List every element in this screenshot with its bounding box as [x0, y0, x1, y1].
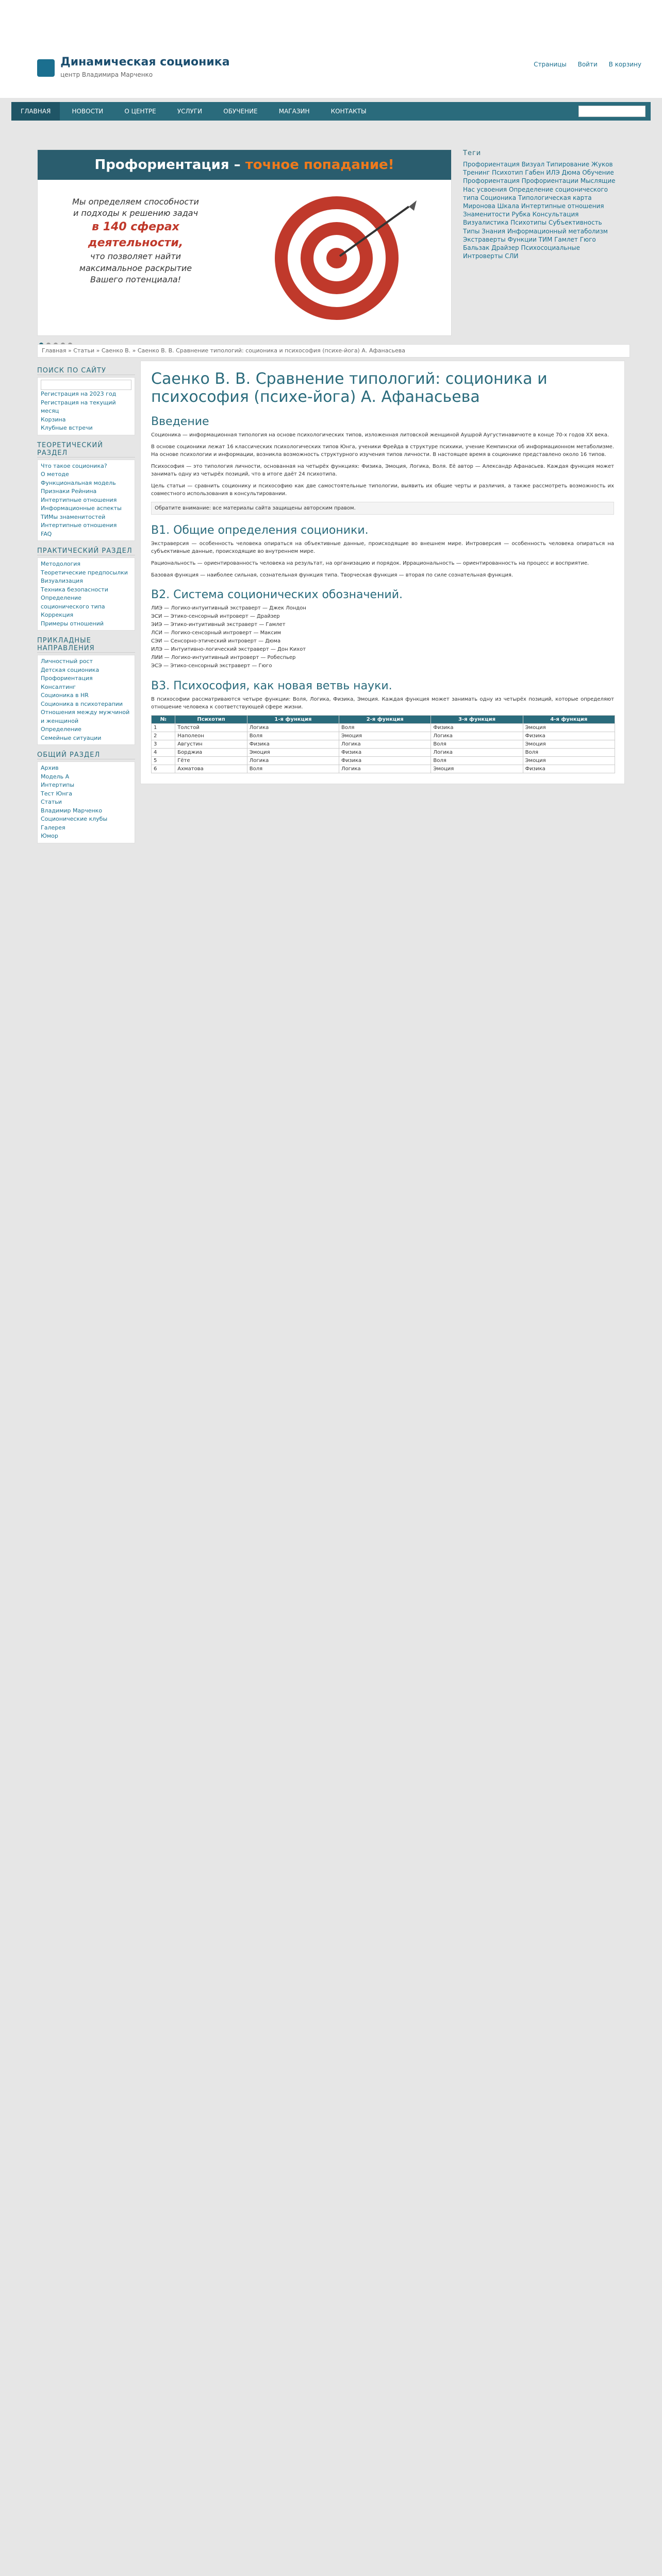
sidebar-link[interactable]: Интертипные отношения — [41, 496, 117, 503]
top-links — [524, 61, 641, 68]
table-row — [152, 724, 615, 732]
breadcrumb[interactable]: Главная » Статьи » Саенко В. » Саенко В. В. Сравнение типологий: соционика и психософия (психе-йога) А. Афанасьева — [37, 344, 630, 358]
sidebar-link[interactable]: Владимир Марченко — [41, 807, 103, 814]
tags-heading: Теги — [463, 149, 482, 157]
sidebar-practice-heading: ПРАКТИЧЕСКИЙ РАЗДЕЛ — [37, 547, 135, 555]
nav-search-input[interactable] — [578, 106, 646, 117]
sidebar-link[interactable]: О методе — [41, 471, 69, 478]
article-paragraph: Базовая функция — наиболее сильная, сознательная функция типа. Творческая функция — вторая по силе сознательная функция. — [151, 572, 514, 578]
sidebar-link[interactable]: ТИМы знаменитостей — [41, 513, 106, 520]
logo-icon — [37, 59, 55, 77]
sidebar-search-box — [37, 377, 135, 435]
sidebar-link[interactable]: Личностный рост — [41, 658, 93, 665]
table-cell: 2 — [152, 732, 175, 740]
table-cell: Эмоция — [523, 724, 615, 732]
table-cell: Логика — [431, 749, 523, 757]
table-cell: Физика — [523, 765, 615, 773]
sidebar-link[interactable]: Определение соционического типа — [41, 595, 105, 610]
type-code: ЛИЭ — Логико-интуитивный экстраверт — Джек Лондон — [151, 605, 306, 611]
table-cell: Физика — [339, 749, 431, 757]
table-header: Психотип — [175, 716, 247, 724]
top-link-login[interactable]: Войти — [577, 61, 598, 68]
hero-line2: и подходы к решению задач — [73, 208, 198, 218]
top-link-pages[interactable]: Страницы — [534, 61, 567, 68]
sidebar-theory-box — [37, 460, 135, 541]
sidebar-link[interactable]: Примеры отношений — [41, 620, 104, 627]
table-cell: Физика — [247, 740, 339, 749]
sidebar-link[interactable]: Статьи — [41, 799, 62, 805]
sidebar-link[interactable]: Детская соционика — [41, 666, 100, 673]
type-code: ЭСИ — Этико-сенсорный интроверт — Драйзер — [151, 614, 280, 619]
hero-line1: Мы определяем способности — [72, 197, 199, 207]
header — [0, 0, 662, 98]
hero-line4: максимальное раскрытие — [79, 263, 192, 273]
table-cell: 3 — [152, 740, 175, 749]
table-cell: Физика — [431, 724, 523, 732]
type-code: ИЛЭ — Интуитивно-логический экстраверт — Дон Кихот — [151, 647, 306, 652]
sidebar — [37, 361, 135, 843]
table-cell: Логика — [339, 740, 431, 749]
table-cell: Толстой — [175, 724, 247, 732]
site-title: Динамическая соционика центр Владимира Марченко — [60, 56, 230, 78]
article-paragraph: Рациональность — ориентированность человека на результат, на организацию и порядок. Иррациональность — ориентированность на процесс и восприятие. — [151, 561, 589, 566]
table-row — [152, 732, 615, 740]
sidebar-applied-heading: ПРИКЛАДНЫЕ НАПРАВЛЕНИЯ — [37, 637, 135, 653]
table-cell: Воля — [247, 732, 339, 740]
table-header: 1-я функция — [247, 716, 339, 724]
table-cell: Эмоция — [339, 732, 431, 740]
sidebar-link[interactable]: Функциональная модель — [41, 479, 116, 486]
tags-text[interactable]: Профориентация Визуал Типирование Жуков Тренинг Психотип Габен ИЛЭ Дюма Обучение Профориентация Профориентации Мыслящие Нас усвоения Определение соционического типа Соционика Типологическая карта Миронова Шкала Интертипные отношения Знаменитости Рубка Консультация Визуалистика Психотипы Субъективность Типы Знания Информационный метаболизм Экстраверты Функции ТИМ Гамлет Гюго Бальзак Драйзер Психосоциальные Интроверты СЛИ — [463, 161, 616, 260]
type-code: ЭИЭ — Этико-интуитивный экстраверт — Гамлет — [151, 622, 286, 628]
table-cell: 4 — [152, 749, 175, 757]
wrap — [11, 102, 651, 121]
sidebar-link[interactable]: Что такое соционика? — [41, 462, 107, 469]
sidebar-link[interactable]: Юмор — [41, 833, 58, 839]
sidebar-link[interactable]: Признаки Рейнина — [41, 488, 97, 495]
nav-education[interactable]: ОБУЧЕНИЕ — [223, 108, 258, 115]
type-code: ЛСИ — Логико-сенсорный интроверт — Максим — [151, 630, 282, 636]
sidebar-link[interactable]: Соционические клубы — [41, 816, 108, 822]
site-logo[interactable] — [37, 57, 230, 79]
psychosophy-table — [151, 715, 615, 773]
article-paragraph: Экстраверсия — особенность человека опираться на объективные данные, происходящие во внешнем мире. Интроверсия — особенность человека опираться на субъективные данные, происходящие во внутреннем мире. — [151, 541, 614, 554]
article-title: Саенко В. В. Сравнение типологий: соционика и психософия (психе-йога) А. Афанасьева — [151, 370, 548, 406]
table-cell: Ахматова — [175, 765, 247, 773]
article-paragraph: В психософии рассматриваются четыре функции: Воля, Логика, Физика, Эмоция. Каждая функция может занимать одну из четырёх позиций, которые определяют отношение человека к соответствующей сфере жизни. — [151, 697, 614, 710]
hero-line5: Вашего потенциала! — [90, 275, 181, 285]
nav-news[interactable]: НОВОСТИ — [72, 108, 104, 115]
table-row — [152, 757, 615, 765]
sidebar-link[interactable]: Соционика в HR — [41, 692, 89, 699]
table-cell: Эмоция — [523, 757, 615, 765]
nav-shop[interactable]: МАГАЗИН — [278, 108, 310, 115]
table-cell: Августин — [175, 740, 247, 749]
table-cell: Гёте — [175, 757, 247, 765]
table-cell: Наполеон — [175, 732, 247, 740]
main-nav — [11, 102, 651, 121]
table-header-row — [152, 716, 615, 724]
section1-heading: В1. Общие определения соционики. — [151, 524, 369, 537]
type-code: СЭИ — Сенсорно-этический интроверт — Дюма — [151, 638, 281, 644]
sidebar-link[interactable]: Архив — [41, 765, 59, 771]
type-code: ЛИИ — Логико-интуитивный интроверт — Робеспьер — [151, 655, 296, 660]
table-cell: 1 — [152, 724, 175, 732]
sidebar-link[interactable]: Методология — [41, 561, 81, 567]
sidebar-link[interactable]: Техника безопасности — [41, 586, 108, 593]
nav-home[interactable]: ГЛАВНАЯ — [11, 102, 60, 121]
table-row — [152, 749, 615, 757]
sidebar-link[interactable]: Интертипные отношения — [41, 522, 117, 529]
table-cell: Воля — [431, 740, 523, 749]
type-codes-list — [151, 604, 614, 670]
table-cell: Воля — [247, 765, 339, 773]
article — [140, 361, 625, 784]
table-cell: Эмоция — [247, 749, 339, 757]
table-row — [152, 740, 615, 749]
section2-heading: В2. Система соционических обозначений. — [151, 588, 403, 601]
sidebar-link[interactable]: Семейные ситуации — [41, 734, 102, 741]
hero-big: в 140 сферах деятельности, — [88, 220, 184, 249]
hero-line3: что позволяет найти — [90, 251, 181, 262]
table-cell: Воля — [431, 757, 523, 765]
article-paragraph: В основе соционики лежат 16 классических психологических типов Юнга, ученики Фрейда в структуре психики, учение Кемпински об информационном метаболизме. На основе психологии и информации, возникла возможность структурного изучения типов личности. В настоящее время в соционике представлено около 16 типов. — [151, 444, 614, 457]
sidebar-link[interactable]: Коррекция — [41, 612, 74, 618]
table-cell: Борджиа — [175, 749, 247, 757]
sidebar-link[interactable]: Регистрация на текущий месяц — [41, 399, 116, 414]
sidebar-link[interactable]: Определение — [41, 726, 81, 733]
table-cell: Физика — [523, 732, 615, 740]
sidebar-link[interactable]: FAQ — [41, 530, 52, 537]
table-cell: 6 — [152, 765, 175, 773]
type-code: ЭСЭ — Этико-сенсорный экстраверт — Гюго — [151, 663, 272, 669]
sidebar-link[interactable]: Клубные встречи — [41, 425, 93, 431]
sidebar-link[interactable]: Теоретические предпосылки — [41, 569, 128, 576]
sidebar-link[interactable]: Отношения между мужчиной и женщиной — [41, 709, 130, 724]
sidebar-link[interactable]: Профориентация — [41, 675, 93, 682]
sidebar-misc-heading: ОБЩИЙ РАЗДЕЛ — [37, 751, 135, 759]
sidebar-practice-box — [37, 557, 135, 631]
sidebar-misc-box — [37, 761, 135, 843]
sidebar-link[interactable]: Информационные аспекты — [41, 505, 122, 512]
sidebar-link[interactable]: Регистрация на 2023 год — [41, 391, 117, 397]
table-cell: Логика — [339, 765, 431, 773]
table-header: 2-я функция — [339, 716, 431, 724]
table-cell: Эмоция — [523, 740, 615, 749]
table-header: № — [152, 716, 175, 724]
table-header: 4-я функция — [523, 716, 615, 724]
table-row — [152, 765, 615, 773]
sidebar-link[interactable]: Галерея — [41, 824, 65, 831]
article-paragraph: Цель статьи — сравнить соционику и психософию как две самостоятельные типологии, выявить их общие черты и различия, а также рассмотреть возможность их совместного использования в консультировании. — [151, 483, 614, 497]
table-cell: Физика — [339, 757, 431, 765]
article-paragraph: Соционика — информационная типология на основе психологических типов, изложенная литовской женщиной Аушрой Аугустинавичюте в конце 70-х годов XX века. — [151, 432, 609, 438]
nav-about[interactable]: О ЦЕНТРЕ — [124, 108, 156, 115]
nav-contacts[interactable]: КОНТАКТЫ — [330, 108, 367, 115]
intro-heading: Введение — [151, 415, 209, 428]
top-link-cart[interactable]: В корзину — [608, 61, 641, 68]
sidebar-link[interactable]: Модель А — [41, 773, 70, 780]
nav-services[interactable]: УСЛУГИ — [177, 108, 203, 115]
sidebar-applied-box — [37, 655, 135, 745]
sidebar-link[interactable]: Консалтинг — [41, 683, 76, 690]
table-cell: Логика — [247, 724, 339, 732]
sidebar-link[interactable]: Визуализация — [41, 578, 83, 584]
table-cell: Логика — [431, 732, 523, 740]
table-cell: Логика — [247, 757, 339, 765]
hero-band: Профориентация – точное попадание! — [38, 150, 451, 180]
table-header: 3-я функция — [431, 716, 523, 724]
target-icon — [239, 186, 435, 330]
section3-heading: В3. Психософия, как новая ветвь науки. — [151, 680, 392, 692]
sidebar-link[interactable]: Соционика в психотерапии — [41, 700, 123, 707]
notice-box: Обратите внимание: все материалы сайта защищены авторским правом. — [151, 502, 614, 515]
sidebar-link[interactable]: Тест Юнга — [41, 790, 73, 797]
sidebar-theory-heading: ТЕОРЕТИЧЕСКИЙ РАЗДЕЛ — [37, 442, 135, 457]
tag-cloud — [463, 149, 618, 260]
table-cell: 5 — [152, 757, 175, 765]
article-paragraph: Психософия — это типология личности, основанная на четырёх функциях: Физика, Эмоция, Логика, Воля. Её автор — Александр Афанасьев. Каждая функция может занимать одну из четырёх позиций, что в итоге даёт 24 психотипа. — [151, 464, 614, 477]
sidebar-search-heading: ПОИСК ПО САЙТУ — [37, 367, 135, 375]
table-cell: Эмоция — [431, 765, 523, 773]
sidebar-link[interactable]: Интертипы — [41, 782, 75, 788]
table-cell: Воля — [339, 724, 431, 732]
sidebar-search-input[interactable] — [41, 380, 131, 390]
hero-band-accent: точное попадание! — [245, 157, 394, 173]
sidebar-link[interactable]: Корзина — [41, 416, 66, 423]
site-subtitle: центр Владимира Марченко — [60, 71, 153, 78]
table-cell: Воля — [523, 749, 615, 757]
hero-band-label: Профориентация — [94, 157, 229, 173]
hero-banner[interactable] — [37, 149, 452, 336]
hero-description — [53, 196, 218, 286]
